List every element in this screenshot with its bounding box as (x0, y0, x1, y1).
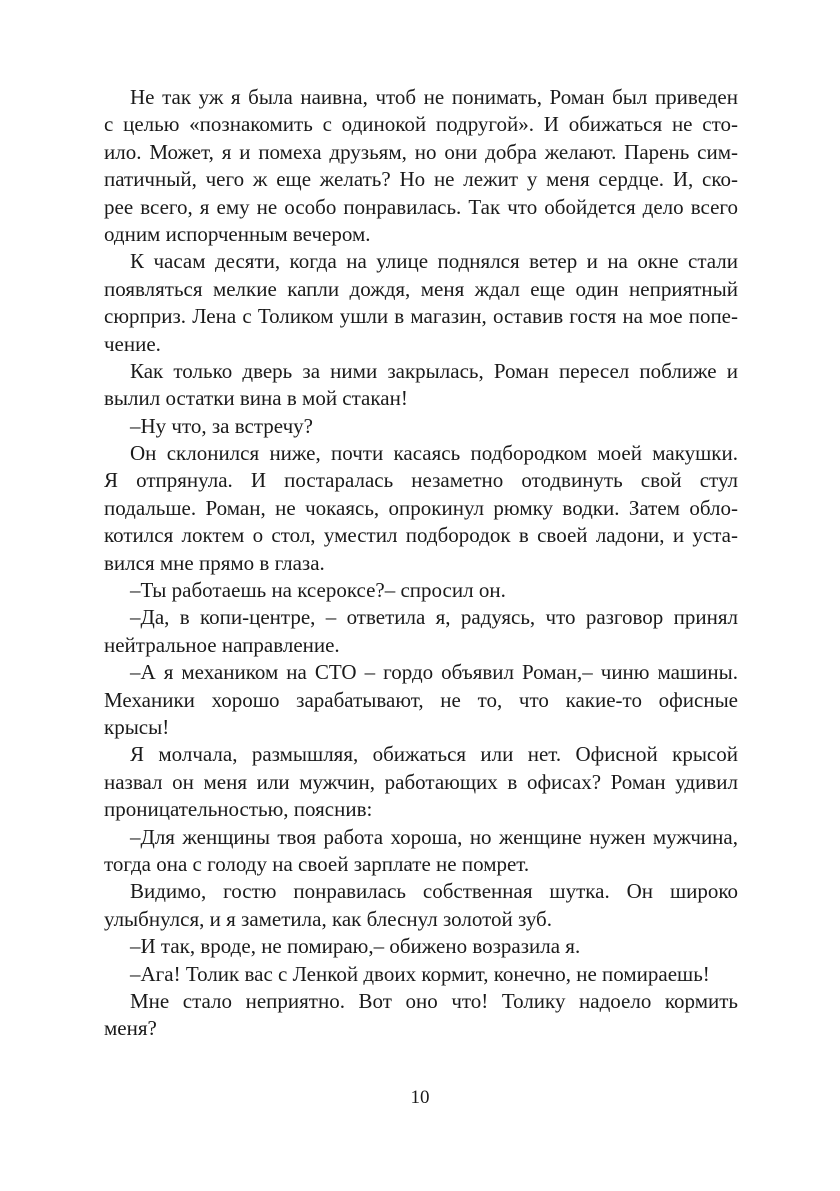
text-line: подальше. Роман, не чокаясь, опрокинул рюмку водки. Затем обло- (104, 495, 738, 520)
paragraph (104, 577, 738, 604)
text-line: вылил остатки вина в мой стакан! (104, 386, 408, 411)
page-number: 10 (410, 1087, 430, 1108)
text-line: сюрприз. Лена с Толиком ушли в магазин, оставив гостя на мое попе- (104, 304, 738, 329)
text-line: одним испорченным вечером. (104, 221, 371, 246)
text-line: Мне стало неприятно. Вот оно что! Толику надоело кормить (130, 988, 738, 1013)
paragraph (104, 440, 738, 577)
paragraph (104, 84, 738, 248)
paragraph (104, 358, 738, 413)
text-line: –Ну что, за встречу? (130, 413, 313, 438)
text-line: появляться мелкие капли дождя, меня ждал еще один неприятный (104, 276, 738, 301)
paragraph (104, 988, 738, 1043)
text-line: котился локтем о стол, уместил подбородок в своей ладони, и уста- (104, 523, 738, 548)
text-line: –Да, в копи-центре, – ответила я, радуясь, что разговор принял (130, 605, 738, 630)
text-line: Как только дверь за ними закрылась, Роман пересел поближе и (130, 358, 738, 383)
text-line: с целью «познакомить с одинокой подругой». И обижаться не сто- (104, 112, 738, 137)
text-line: Не так уж я была наивна, чтоб не понимать, Роман был приведен (130, 85, 738, 109)
text-line: –Для женщины твоя работа хороша, но женщине нужен мужчина, (130, 824, 738, 849)
text-line: чение. (104, 331, 161, 356)
text-line: улыбнулся, и я заметила, как блеснул золотой зуб. (104, 906, 552, 931)
paragraph (104, 878, 738, 933)
text-line: тогда она с голоду на своей зарплате не помрет. (104, 851, 530, 876)
text-line: Я молчала, размышляя, обижаться или нет. Офисной крысой (130, 742, 738, 767)
text-line: меня? (104, 1016, 157, 1041)
text-line: Он склонился ниже, почти касаясь подбородком моей макушки. (130, 441, 738, 466)
paragraph (104, 933, 738, 960)
text-line: –И так, вроде, не помираю,– обижено возразила я. (130, 934, 581, 959)
paragraph (104, 741, 738, 823)
paragraph (104, 824, 738, 879)
text-line: –А я механиком на СТО – гордо объявил Роман,– чиню машины. (130, 660, 738, 685)
text-line: Видимо, гостю понравилась собственная шутка. Он широко (130, 879, 738, 904)
paragraph (104, 413, 738, 440)
paragraph (104, 248, 738, 358)
text-line: Я отпрянула. И постаралась незаметно отодвинуть свой стул (104, 468, 738, 493)
paragraph (104, 659, 738, 741)
paragraph (104, 961, 738, 988)
text-line: крысы! (104, 714, 170, 739)
paragraph (104, 604, 738, 659)
body-text (104, 84, 738, 1043)
text-line: проницательностью, пояснив: (104, 797, 373, 822)
text-line: –Ага! Толик вас с Ленкой двоих кормит, конечно, не помираешь! (130, 961, 710, 986)
text-line: К часам десяти, когда на улице поднялся ветер и на окне стали (130, 249, 738, 274)
text-line: патичный, чего ж еще желать? Но не лежит у меня сердце. И, ско- (104, 167, 738, 192)
text-line: ило. Может, я и помеха друзьям, но они добра желают. Парень сим- (104, 139, 738, 164)
text-line: –Ты работаешь на ксероксе?– спросил он. (130, 578, 506, 603)
text-line: нейтральное направление. (104, 632, 340, 657)
text-line: вился мне прямо в глаза. (104, 550, 325, 575)
text-line: назвал он меня или мужчин, работающих в офисах? Роман удивил (104, 769, 738, 794)
text-line: рее всего, я ему не особо понравилась. Так что обойдется дело всего (104, 194, 738, 219)
text-line: Механики хорошо зарабатывают, не то, что какие-то офисные (104, 687, 738, 712)
